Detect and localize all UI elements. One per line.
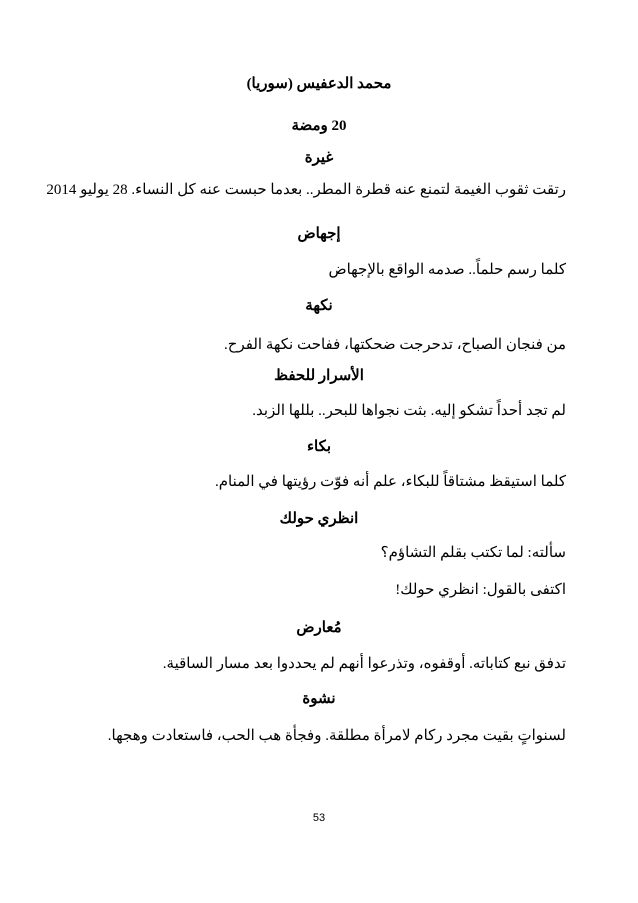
poem-title-8: نشوة	[302, 691, 336, 707]
poem-title-4: الأسرار للحفظ	[274, 368, 364, 384]
poem-text-6a: سألته: لما تكتب بقلم التشاؤم؟	[380, 545, 566, 561]
poem-text-1: رتقت ثقوب الغيمة لتمنع عنه قطرة المطر.. بعدما حبست عنه كل النساء. 28 يوليو 2014	[46, 182, 566, 198]
page-number: 53	[312, 812, 326, 824]
poem-title-5: بكاء	[306, 439, 332, 455]
poem-text-7: تدفق نبع كتاباته. أوقفوه، وتذرعوا أنهم لم يحددوا بعد مسار الساقية.	[162, 656, 566, 672]
poem-text-3: من فنجان الصباح، تدحرجت ضحكتها، ففاحت نكهة الفرح.	[224, 337, 566, 353]
collection-title: 20 ومضة	[291, 118, 347, 134]
poem-title-6: انظري حولك	[279, 511, 359, 527]
poem-title-1: غيرة	[304, 150, 334, 166]
poem-text-6b: اكتفى بالقول: انظري حولك!	[395, 582, 566, 598]
poem-title-2: إجهاض	[297, 226, 341, 242]
poem-text-8: لسنواتٍ بقيت مجرد ركام لامرأة مطلقة. وفجأة هب الحب، فاستعادت وهجها.	[107, 728, 566, 744]
poem-text-5: كلما استيقظ مشتاقاً للبكاء، علم أنه فوّت رؤيتها في المنام.	[215, 474, 566, 490]
poem-title-3: نكهة	[305, 298, 333, 314]
author-line: محمد الدعفيس (سوريا)	[246, 76, 392, 92]
poem-text-4: لم تجد أحداً تشكو إليه. بثت نجواها للبحر.. بللها الزبد.	[252, 403, 566, 419]
poem-title-7: مُعارض	[296, 620, 342, 636]
poem-text-2: كلما رسم حلماً.. صدمه الواقع بالإجهاض	[328, 262, 566, 278]
